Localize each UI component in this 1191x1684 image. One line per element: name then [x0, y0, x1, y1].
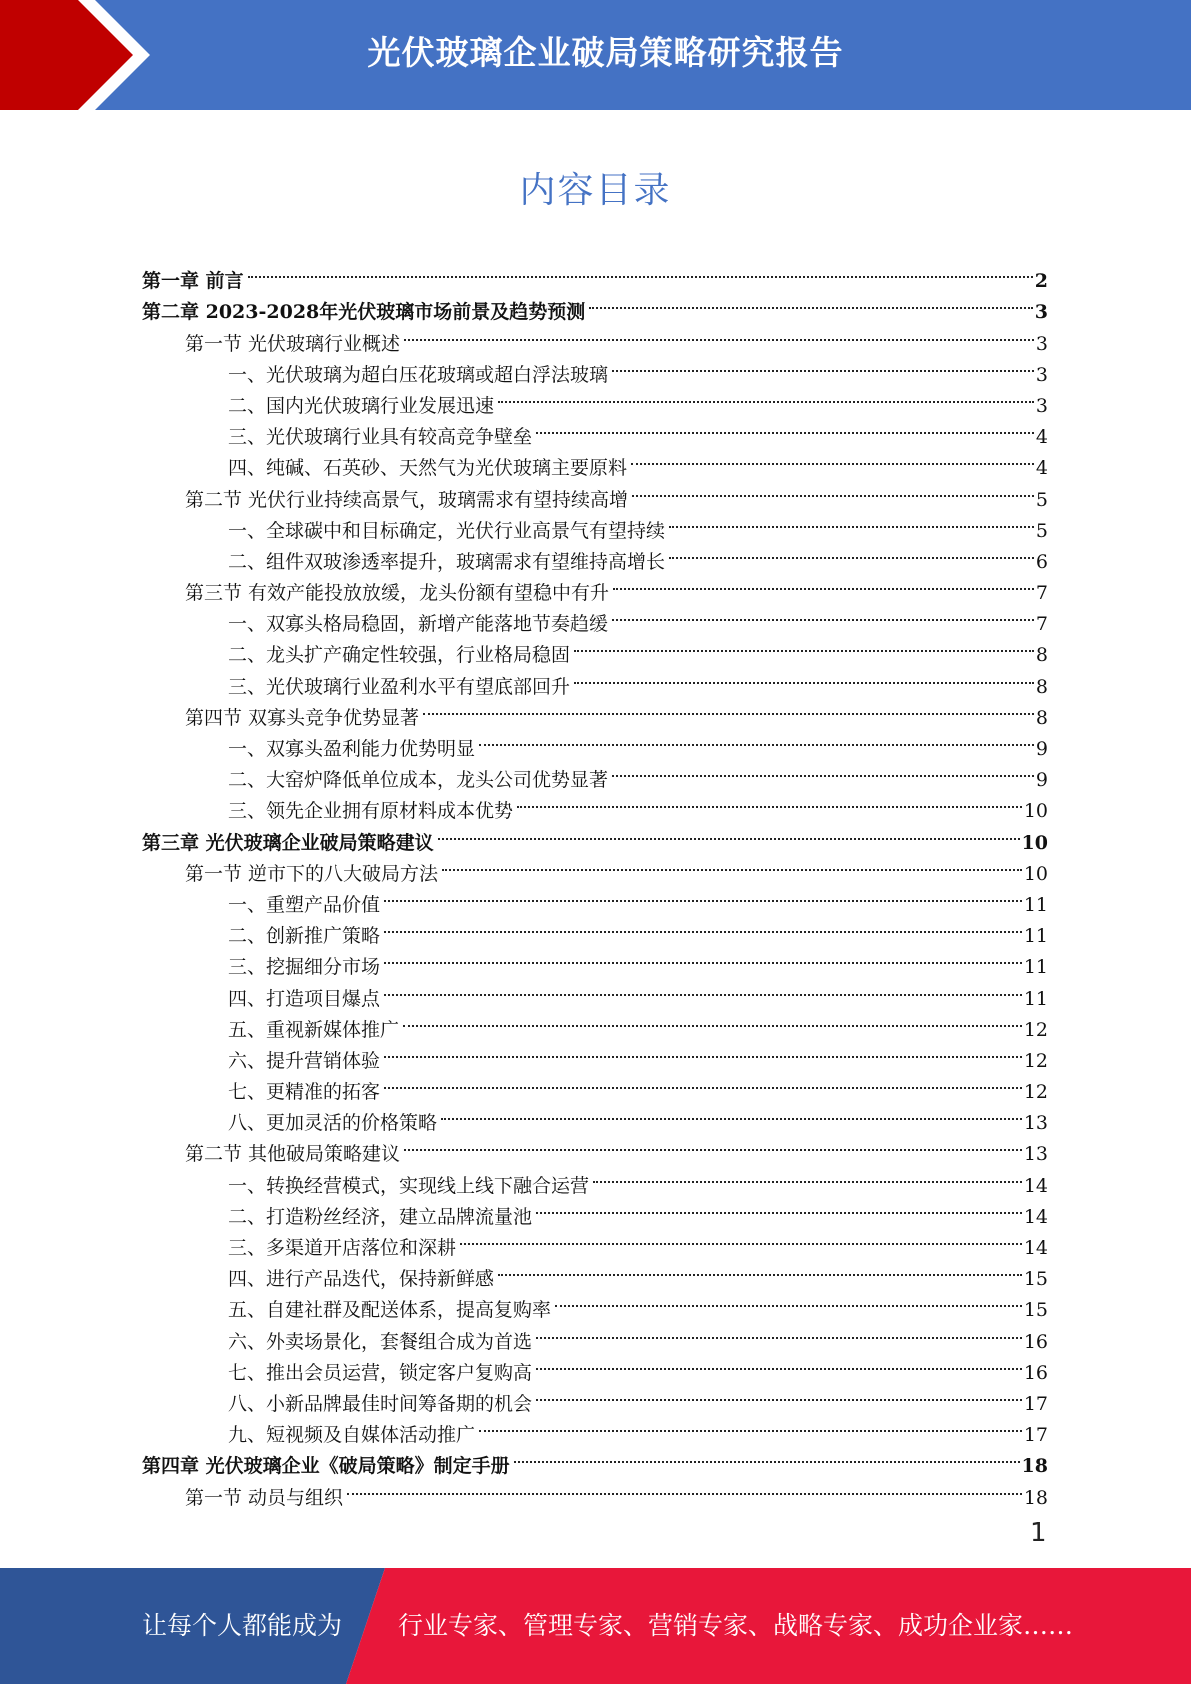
toc-dot-leader — [384, 962, 1022, 995]
toc-dot-leader — [589, 276, 1033, 309]
toc-entry-label: 一、光伏玻璃为超白压花玻璃或超白浮法玻璃 — [228, 363, 609, 386]
toc-dot-leader — [613, 557, 1034, 590]
toc-dot-leader — [498, 370, 1034, 403]
toc-dot-leader — [612, 588, 1034, 621]
toc-entry-page: 3 — [1034, 301, 1048, 324]
toc-entry-page: 8 — [1035, 675, 1048, 698]
toc-entry-page: 14 — [1023, 1174, 1048, 1197]
toc-entry-page: 6 — [1035, 550, 1048, 573]
toc-entry-page: 8 — [1035, 644, 1048, 667]
toc-entry-label: 第三章 光伏玻璃企业破局策略建议 — [142, 831, 434, 854]
toc-entry-label: 三、挖掘细分市场 — [228, 956, 381, 979]
toc-dot-leader — [384, 900, 1022, 933]
toc-entry-page: 11 — [1023, 956, 1048, 979]
toc-dot-leader — [438, 806, 1020, 839]
toc-entry-label: 第三节 有效产能投放放缓，龙头份额有望稳中有升 — [185, 582, 610, 605]
toc-entry-page: 17 — [1023, 1392, 1048, 1415]
toc-dot-leader — [248, 245, 1033, 278]
toc-entry-label: 一、双寡头格局稳固，新增产能落地节奏趋缓 — [228, 613, 609, 636]
toc-entry-page: 7 — [1035, 613, 1048, 636]
toc-dot-leader — [536, 1305, 1022, 1338]
toc-entry-page: 10 — [1023, 862, 1048, 885]
toc-entry-label: 二、打造粉丝经济，建立品牌流量池 — [228, 1205, 533, 1228]
toc-entry-page: 11 — [1023, 893, 1048, 916]
toc-dot-leader — [536, 1337, 1022, 1370]
toc-entry-page: 5 — [1035, 519, 1048, 542]
toc-entry-page: 11 — [1023, 925, 1048, 948]
toc-entry-label: 七、推出会员运营，锁定客户复购高 — [228, 1361, 533, 1384]
toc-entry-label: 二、龙头扩产确定性较强，行业格局稳固 — [228, 644, 571, 667]
toc-entry-page: 18 — [1023, 1486, 1048, 1509]
toc-dot-leader — [441, 1087, 1022, 1120]
toc-entry-page: 5 — [1035, 488, 1048, 511]
toc-entry-label: 二、大窑炉降低单位成本，龙头公司优势显著 — [228, 769, 609, 792]
toc-dot-leader — [384, 931, 1022, 964]
toc-entry-page: 8 — [1035, 706, 1048, 729]
toc-dot-leader — [574, 650, 1034, 683]
toc-entry-label: 二、组件双玻渗透率提升，玻璃需求有望维持高增长 — [228, 550, 666, 573]
toc-dot-leader — [347, 1461, 1022, 1494]
toc-dot-leader — [632, 463, 1034, 496]
toc-entry-page: 4 — [1035, 426, 1048, 449]
toc-entry-label: 四、进行产品迭代，保持新鲜感 — [228, 1268, 495, 1291]
toc-entry-label: 六、提升营销体验 — [228, 1049, 381, 1072]
toc-dot-leader — [404, 307, 1034, 340]
toc-entry-page: 14 — [1023, 1237, 1048, 1259]
toc-entry-label: 第二章 2023-2028年光伏玻璃市场前景及趋势预测 — [142, 301, 586, 324]
toc-entry-page: 16 — [1023, 1361, 1048, 1384]
toc-dot-leader — [384, 1056, 1022, 1089]
table-of-contents — [142, 254, 1048, 1509]
toc-dot-leader — [514, 1430, 1020, 1463]
toc-entry-label: 一、全球碳中和目标确定，光伏行业高景气有望持续 — [228, 519, 666, 542]
toc-dot-leader — [384, 1025, 1022, 1058]
toc-dot-leader — [404, 1118, 1022, 1151]
toc-dot-leader — [574, 619, 1034, 652]
footer-slogan-left: 让每个人都能成为 — [142, 1611, 343, 1640]
toc-entry-page: 12 — [1023, 1049, 1048, 1072]
toc-entry-page: 13 — [1023, 1143, 1048, 1166]
toc-entry-page: 12 — [1023, 1081, 1048, 1104]
toc-dot-leader — [536, 1181, 1022, 1214]
toc-entry-label: 第二节 光伏行业持续高景气，玻璃需求有望持续高增 — [185, 488, 629, 511]
toc-entry-label: 第四章 光伏玻璃企业《破局策略》制定手册 — [142, 1455, 510, 1478]
toc-entry-label: 三、多渠道开店落位和深耕 — [228, 1237, 457, 1259]
toc-entry-page: 13 — [1023, 1112, 1048, 1135]
toc-entry-page: 7 — [1035, 582, 1048, 605]
toc-dot-leader — [669, 495, 1034, 528]
toc-entry-label: 一、双寡头盈利能力优势明显 — [228, 738, 476, 760]
toc-dot-leader — [384, 869, 1022, 902]
toc-entry-page: 17 — [1023, 1424, 1048, 1447]
toc-entry-page: 15 — [1023, 1299, 1048, 1322]
toc-entry-label: 一、重塑产品价值 — [228, 893, 381, 916]
toc-dot-leader — [669, 526, 1034, 559]
toc-entry-label: 二、创新推广策略 — [228, 925, 381, 948]
toc-heading: 内容目录 — [519, 170, 672, 211]
toc-dot-leader — [593, 1149, 1022, 1182]
toc-dot-leader — [460, 1212, 1022, 1245]
toc-entry-label: 六、外卖场景化，套餐组合成为首选 — [228, 1330, 533, 1353]
toc-dot-leader — [612, 744, 1034, 777]
toc-dot-leader — [423, 682, 1034, 715]
toc-entry-page: 12 — [1023, 1018, 1048, 1041]
toc-entry-page: 11 — [1023, 987, 1048, 1010]
toc-entry-page: 18 — [1021, 1455, 1048, 1478]
toc-entry-page: 2 — [1034, 270, 1048, 293]
toc-entry-page: 4 — [1035, 457, 1048, 480]
toc-entry-page: 15 — [1023, 1268, 1048, 1291]
toc-entry-label: 一、转换经营模式，实现线上线下融合运营 — [228, 1174, 590, 1197]
page-number: 1 — [1030, 1518, 1047, 1548]
toc-entry-label: 九、短视频及自媒体活动推广 — [228, 1424, 476, 1447]
toc-entry-label: 三、光伏玻璃行业具有较高竞争壁垒 — [228, 426, 533, 449]
toc-entry-label: 第一节 动员与组织 — [185, 1486, 344, 1509]
toc-dot-leader — [612, 339, 1034, 372]
toc-entry-label: 四、打造项目爆点 — [228, 987, 381, 1010]
toc-dot-leader — [479, 713, 1034, 746]
toc-entry-label: 八、小新品牌最佳时间筹备期的机会 — [228, 1392, 533, 1415]
footer-banner — [0, 1568, 1191, 1684]
report-title: 光伏玻璃企业破局策略研究报告 — [367, 33, 844, 72]
toc-entry-label: 第一章 前言 — [142, 270, 244, 293]
toc-entry-label: 第一节 逆市下的八大破局方法 — [185, 862, 439, 885]
toc-entry-label: 二、国内光伏玻璃行业发展迅速 — [228, 394, 495, 417]
toc-dot-leader — [631, 432, 1034, 465]
toc-entry-label: 第二节 其他破局策略建议 — [185, 1143, 401, 1166]
toc-dot-leader — [403, 994, 1022, 1027]
toc-entry-page: 3 — [1035, 363, 1048, 386]
toc-dot-leader — [536, 401, 1034, 434]
toc-entry-label: 五、自建社群及配送体系，提高复购率 — [228, 1299, 552, 1322]
toc-entry-page: 9 — [1035, 769, 1048, 792]
toc-entry-page: 10 — [1023, 800, 1048, 823]
toc-entry-label: 三、领先企业拥有原材料成本优势 — [228, 800, 514, 823]
toc-dot-leader — [555, 1274, 1022, 1307]
toc-entry-page: 9 — [1035, 738, 1048, 760]
header-banner — [0, 0, 1191, 110]
toc-dot-leader — [498, 1243, 1022, 1276]
toc-dot-leader — [479, 1399, 1022, 1432]
toc-entry-page: 10 — [1021, 831, 1048, 854]
toc-entry-page: 16 — [1023, 1330, 1048, 1353]
toc-dot-leader — [517, 775, 1022, 808]
toc-entry-label: 八、更加灵活的价格策略 — [228, 1112, 438, 1135]
toc-dot-leader — [442, 838, 1022, 871]
toc-entry-label: 七、更精准的拓客 — [228, 1081, 381, 1104]
toc-entry-page: 3 — [1035, 332, 1048, 355]
toc-entry-label: 三、光伏玻璃行业盈利水平有望底部回升 — [228, 675, 571, 698]
toc-entry-label: 第四节 双寡头竞争优势显著 — [185, 706, 420, 729]
toc-entry-page: 3 — [1035, 394, 1048, 417]
footer-slogan-right: 行业专家、管理专家、营销专家、战略专家、成功企业家…… — [398, 1611, 1074, 1640]
toc-dot-leader — [536, 1368, 1022, 1401]
toc-entry-label: 四、纯碱、石英砂、天然气为光伏玻璃主要原料 — [228, 457, 628, 480]
toc-entry-label: 五、重视新媒体推广 — [228, 1018, 400, 1041]
toc-entry-label: 第一节 光伏玻璃行业概述 — [185, 332, 401, 355]
toc-entry-page: 14 — [1023, 1205, 1048, 1228]
